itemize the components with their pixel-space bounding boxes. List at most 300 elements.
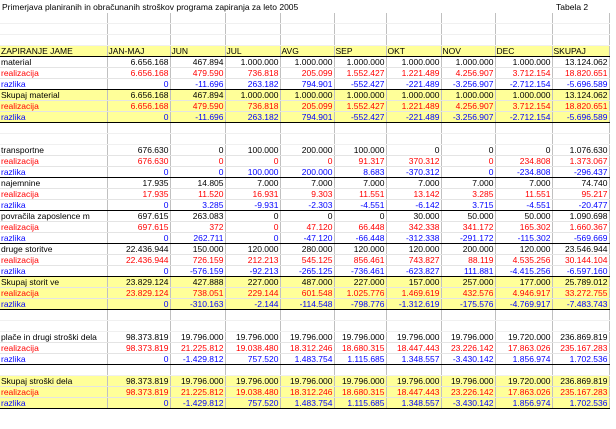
value-cell[interactable]: 0 — [107, 266, 170, 277]
value-cell[interactable] — [441, 321, 495, 332]
value-cell[interactable]: 1.000.000 — [441, 90, 495, 101]
value-cell[interactable]: 757.520 — [225, 354, 280, 365]
row-label-cell[interactable] — [0, 310, 107, 321]
value-cell[interactable]: 1.000.000 — [225, 57, 280, 68]
value-cell[interactable]: 95.217 — [552, 189, 609, 200]
row-label-cell[interactable]: transportne — [0, 145, 107, 156]
value-cell[interactable]: 13.124.062 — [552, 57, 609, 68]
value-cell[interactable]: SKUPAJ — [552, 46, 609, 57]
value-cell[interactable]: 487.000 — [280, 277, 334, 288]
value-cell[interactable]: 19.796.000 — [170, 332, 225, 343]
value-cell[interactable]: -114.548 — [280, 299, 334, 310]
value-cell[interactable]: 0 — [107, 299, 170, 310]
value-cell[interactable]: 432.576 — [441, 288, 495, 299]
value-cell[interactable]: 157.000 — [386, 277, 441, 288]
value-cell[interactable]: -736.461 — [334, 266, 386, 277]
value-cell[interactable] — [441, 134, 495, 145]
row-label-cell[interactable]: Skupaj stroški dela — [0, 376, 107, 387]
row-label-cell[interactable]: realizacija — [0, 222, 107, 233]
value-cell[interactable] — [107, 321, 170, 332]
value-cell[interactable]: 18.312.246 — [280, 343, 334, 354]
value-cell[interactable] — [107, 24, 170, 35]
value-cell[interactable]: 22.436.944 — [107, 244, 170, 255]
value-cell[interactable] — [441, 13, 495, 24]
value-cell[interactable]: 743.827 — [386, 255, 441, 266]
value-cell[interactable]: 30.144.104 — [552, 255, 609, 266]
value-cell[interactable]: 1.000.000 — [280, 90, 334, 101]
value-cell[interactable]: 23.829.124 — [107, 277, 170, 288]
row-label-cell[interactable]: razlika — [0, 354, 107, 365]
value-cell[interactable]: 370.312 — [386, 156, 441, 167]
value-cell[interactable]: 165.302 — [495, 222, 552, 233]
value-cell[interactable]: -370.312 — [386, 167, 441, 178]
value-cell[interactable]: -9.931 — [225, 200, 280, 211]
value-cell[interactable]: -296.437 — [552, 167, 609, 178]
value-cell[interactable] — [170, 134, 225, 145]
value-cell[interactable]: 18.447.443 — [386, 387, 441, 398]
value-cell[interactable]: 1.000.000 — [386, 57, 441, 68]
value-cell[interactable]: 47.120 — [280, 222, 334, 233]
value-cell[interactable]: 1.221.489 — [386, 68, 441, 79]
value-cell[interactable]: 1.115.685 — [334, 354, 386, 365]
value-cell[interactable] — [107, 310, 170, 321]
value-cell[interactable]: 0 — [280, 156, 334, 167]
value-cell[interactable]: 0 — [170, 167, 225, 178]
value-cell[interactable]: 111.881 — [441, 266, 495, 277]
value-cell[interactable]: -623.827 — [386, 266, 441, 277]
value-cell[interactable] — [495, 35, 552, 46]
value-cell[interactable]: 14.805 — [170, 178, 225, 189]
value-cell[interactable]: 427.888 — [170, 277, 225, 288]
value-cell[interactable]: 341.172 — [441, 222, 495, 233]
value-cell[interactable]: 263.083 — [170, 211, 225, 222]
value-cell[interactable]: 13.142 — [386, 189, 441, 200]
value-cell[interactable]: 200.000 — [280, 145, 334, 156]
value-cell[interactable]: 227.000 — [225, 277, 280, 288]
value-cell[interactable]: 19.796.000 — [225, 332, 280, 343]
value-cell[interactable] — [280, 134, 334, 145]
value-cell[interactable]: -5.696.589 — [552, 79, 609, 90]
value-cell[interactable]: 18.447.443 — [386, 343, 441, 354]
value-cell[interactable]: 479.590 — [170, 68, 225, 79]
value-cell[interactable]: 3.712.154 — [495, 68, 552, 79]
value-cell[interactable]: -221.489 — [386, 112, 441, 123]
value-cell[interactable]: 467.894 — [170, 90, 225, 101]
value-cell[interactable]: 18.680.315 — [334, 343, 386, 354]
value-cell[interactable]: 6.656.168 — [107, 68, 170, 79]
value-cell[interactable]: 200.000 — [280, 167, 334, 178]
value-cell[interactable]: 50.000 — [441, 211, 495, 222]
value-cell[interactable] — [170, 321, 225, 332]
value-cell[interactable]: 1.856.974 — [495, 398, 552, 409]
value-cell[interactable] — [495, 123, 552, 134]
value-cell[interactable]: 23.226.142 — [441, 387, 495, 398]
value-cell[interactable]: 794.901 — [280, 79, 334, 90]
row-label-cell[interactable]: realizacija — [0, 288, 107, 299]
value-cell[interactable]: 0 — [107, 112, 170, 123]
value-cell[interactable] — [334, 13, 386, 24]
value-cell[interactable] — [280, 365, 334, 376]
value-cell[interactable]: -221.489 — [386, 79, 441, 90]
value-cell[interactable]: -4.769.917 — [495, 299, 552, 310]
value-cell[interactable] — [386, 321, 441, 332]
value-cell[interactable]: 19.720.000 — [495, 376, 552, 387]
row-label-cell[interactable] — [0, 321, 107, 332]
value-cell[interactable]: 1.000.000 — [386, 90, 441, 101]
value-cell[interactable]: -3.256.907 — [441, 79, 495, 90]
value-cell[interactable] — [225, 134, 280, 145]
value-cell[interactable] — [441, 365, 495, 376]
value-cell[interactable] — [334, 310, 386, 321]
row-label-cell[interactable]: Skupaj material — [0, 90, 107, 101]
value-cell[interactable] — [334, 123, 386, 134]
value-cell[interactable]: 0 — [225, 233, 280, 244]
value-cell[interactable]: 19.796.000 — [280, 332, 334, 343]
value-cell[interactable] — [170, 13, 225, 24]
value-cell[interactable]: 342.338 — [386, 222, 441, 233]
value-cell[interactable] — [386, 310, 441, 321]
row-label-cell[interactable]: razlika — [0, 299, 107, 310]
value-cell[interactable] — [552, 35, 609, 46]
value-cell[interactable]: 212.213 — [225, 255, 280, 266]
value-cell[interactable]: 1.702.536 — [552, 354, 609, 365]
value-cell[interactable]: -291.172 — [441, 233, 495, 244]
value-cell[interactable]: 0 — [107, 167, 170, 178]
value-cell[interactable]: 17.863.026 — [495, 343, 552, 354]
row-label-cell[interactable]: razlika — [0, 112, 107, 123]
value-cell[interactable]: 1.000.000 — [441, 57, 495, 68]
value-cell[interactable] — [441, 24, 495, 35]
value-cell[interactable]: 19.796.000 — [441, 332, 495, 343]
value-cell[interactable] — [280, 123, 334, 134]
value-cell[interactable]: 1.000.000 — [495, 57, 552, 68]
value-cell[interactable]: 25.789.012 — [552, 277, 609, 288]
value-cell[interactable]: 372 — [170, 222, 225, 233]
value-cell[interactable]: -552.427 — [334, 112, 386, 123]
value-cell[interactable]: 1.483.754 — [280, 354, 334, 365]
value-cell[interactable]: 205.099 — [280, 68, 334, 79]
value-cell[interactable]: 1.090.698 — [552, 211, 609, 222]
value-cell[interactable]: 7.000 — [441, 178, 495, 189]
row-label-cell[interactable]: plače in drugi stroški dela — [0, 332, 107, 343]
value-cell[interactable] — [552, 24, 609, 35]
value-cell[interactable]: 21.225.812 — [170, 387, 225, 398]
value-cell[interactable]: -11.696 — [170, 112, 225, 123]
value-cell[interactable] — [225, 13, 280, 24]
value-cell[interactable]: -3.256.907 — [441, 112, 495, 123]
row-label-cell[interactable]: najemnine — [0, 178, 107, 189]
value-cell[interactable] — [280, 35, 334, 46]
value-cell[interactable] — [386, 134, 441, 145]
value-cell[interactable]: -92.213 — [225, 266, 280, 277]
value-cell[interactable]: JUL — [225, 46, 280, 57]
value-cell[interactable]: 0 — [107, 398, 170, 409]
value-cell[interactable]: 19.720.000 — [495, 332, 552, 343]
value-cell[interactable] — [225, 365, 280, 376]
value-cell[interactable] — [280, 321, 334, 332]
value-cell[interactable] — [107, 365, 170, 376]
value-cell[interactable]: 18.312.246 — [280, 387, 334, 398]
value-cell[interactable] — [334, 365, 386, 376]
value-cell[interactable]: -798.776 — [334, 299, 386, 310]
value-cell[interactable]: -2.144 — [225, 299, 280, 310]
value-cell[interactable]: 88.119 — [441, 255, 495, 266]
value-cell[interactable]: 1.221.489 — [386, 101, 441, 112]
value-cell[interactable]: 1.856.974 — [495, 354, 552, 365]
value-cell[interactable]: 120.000 — [386, 244, 441, 255]
value-cell[interactable] — [280, 310, 334, 321]
value-cell[interactable]: 1.660.367 — [552, 222, 609, 233]
value-cell[interactable] — [170, 310, 225, 321]
row-label-cell[interactable]: razlika — [0, 266, 107, 277]
value-cell[interactable] — [334, 321, 386, 332]
value-cell[interactable]: 1.373.067 — [552, 156, 609, 167]
value-cell[interactable]: -234.808 — [495, 167, 552, 178]
value-cell[interactable] — [495, 134, 552, 145]
value-cell[interactable]: 1.000.000 — [334, 90, 386, 101]
row-label-cell[interactable]: razlika — [0, 200, 107, 211]
row-label-cell[interactable]: ZAPIRANJE JAME — [0, 46, 107, 57]
value-cell[interactable]: 120.000 — [225, 244, 280, 255]
value-cell[interactable]: 0 — [107, 233, 170, 244]
value-cell[interactable]: -576.159 — [170, 266, 225, 277]
value-cell[interactable] — [495, 321, 552, 332]
value-cell[interactable]: 1.469.619 — [386, 288, 441, 299]
value-cell[interactable]: -6.597.160 — [552, 266, 609, 277]
value-cell[interactable]: 19.796.000 — [280, 376, 334, 387]
value-cell[interactable]: 6.656.168 — [107, 101, 170, 112]
value-cell[interactable]: -265.125 — [280, 266, 334, 277]
value-cell[interactable]: -552.427 — [334, 79, 386, 90]
value-cell[interactable]: 18.820.651 — [552, 68, 609, 79]
value-cell[interactable]: 120.000 — [334, 244, 386, 255]
value-cell[interactable]: 736.818 — [225, 101, 280, 112]
value-cell[interactable]: 205.099 — [280, 101, 334, 112]
value-cell[interactable]: -2.303 — [280, 200, 334, 211]
value-cell[interactable]: 98.373.819 — [107, 332, 170, 343]
row-label-cell[interactable]: razlika — [0, 233, 107, 244]
value-cell[interactable]: 91.317 — [334, 156, 386, 167]
value-cell[interactable] — [170, 35, 225, 46]
value-cell[interactable]: 120.000 — [495, 244, 552, 255]
value-cell[interactable]: 0 — [441, 167, 495, 178]
value-cell[interactable] — [495, 13, 552, 24]
value-cell[interactable] — [441, 310, 495, 321]
value-cell[interactable]: 4.535.256 — [495, 255, 552, 266]
value-cell[interactable]: -4.415.256 — [495, 266, 552, 277]
value-cell[interactable]: 0 — [107, 354, 170, 365]
value-cell[interactable]: 23.546.944 — [552, 244, 609, 255]
value-cell[interactable]: 0 — [225, 156, 280, 167]
value-cell[interactable]: 1.000.000 — [334, 57, 386, 68]
value-cell[interactable]: 7.000 — [495, 178, 552, 189]
value-cell[interactable]: 263.182 — [225, 112, 280, 123]
value-cell[interactable]: 13.124.062 — [552, 90, 609, 101]
value-cell[interactable]: 227.000 — [334, 277, 386, 288]
value-cell[interactable] — [552, 365, 609, 376]
value-cell[interactable]: 7.000 — [386, 178, 441, 189]
row-label-cell[interactable]: realizacija — [0, 387, 107, 398]
value-cell[interactable]: 1.025.776 — [334, 288, 386, 299]
row-label-cell[interactable]: realizacija — [0, 101, 107, 112]
row-label-cell[interactable]: druge storitve — [0, 244, 107, 255]
value-cell[interactable] — [386, 123, 441, 134]
value-cell[interactable]: 0 — [441, 156, 495, 167]
value-cell[interactable]: 676.630 — [107, 156, 170, 167]
value-cell[interactable]: 1.348.557 — [386, 354, 441, 365]
value-cell[interactable]: 19.038.480 — [225, 343, 280, 354]
value-cell[interactable]: 757.520 — [225, 398, 280, 409]
value-cell[interactable] — [334, 134, 386, 145]
value-cell[interactable]: 0 — [334, 211, 386, 222]
value-cell[interactable]: 794.901 — [280, 112, 334, 123]
value-cell[interactable]: JUN — [170, 46, 225, 57]
value-cell[interactable] — [441, 35, 495, 46]
value-cell[interactable]: -3.430.142 — [441, 398, 495, 409]
value-cell[interactable]: 17.935 — [107, 178, 170, 189]
value-cell[interactable] — [170, 123, 225, 134]
value-cell[interactable]: 100.000 — [334, 145, 386, 156]
value-cell[interactable]: 18.680.315 — [334, 387, 386, 398]
row-label-cell[interactable]: Skupaj storit ve — [0, 277, 107, 288]
value-cell[interactable]: 235.167.283 — [552, 387, 609, 398]
value-cell[interactable]: 6.656.168 — [107, 57, 170, 68]
value-cell[interactable]: 23.226.142 — [441, 343, 495, 354]
value-cell[interactable]: -1.429.812 — [170, 398, 225, 409]
value-cell[interactable]: 0 — [441, 145, 495, 156]
row-label-cell[interactable]: razlika — [0, 398, 107, 409]
value-cell[interactable]: 0 — [386, 145, 441, 156]
value-cell[interactable] — [107, 13, 170, 24]
row-label-cell[interactable]: razlika — [0, 167, 107, 178]
value-cell[interactable] — [334, 24, 386, 35]
value-cell[interactable] — [107, 35, 170, 46]
row-label-cell[interactable] — [0, 134, 107, 145]
value-cell[interactable]: 263.182 — [225, 79, 280, 90]
value-cell[interactable] — [552, 310, 609, 321]
value-cell[interactable]: 7.000 — [280, 178, 334, 189]
value-cell[interactable]: 1.076.630 — [552, 145, 609, 156]
row-label-cell[interactable] — [0, 35, 107, 46]
value-cell[interactable]: 257.000 — [441, 277, 495, 288]
value-cell[interactable]: 33.272.755 — [552, 288, 609, 299]
row-label-cell[interactable]: realizacija — [0, 343, 107, 354]
value-cell[interactable]: 11.520 — [170, 189, 225, 200]
value-cell[interactable]: -2.712.154 — [495, 112, 552, 123]
value-cell[interactable]: 0 — [495, 145, 552, 156]
value-cell[interactable] — [552, 134, 609, 145]
row-label-cell[interactable] — [0, 24, 107, 35]
value-cell[interactable]: 8.683 — [334, 167, 386, 178]
value-cell[interactable] — [334, 35, 386, 46]
value-cell[interactable] — [225, 24, 280, 35]
value-cell[interactable]: 0 — [170, 145, 225, 156]
value-cell[interactable]: -1.429.812 — [170, 354, 225, 365]
value-cell[interactable]: 0 — [225, 211, 280, 222]
value-cell[interactable]: 234.808 — [495, 156, 552, 167]
value-cell[interactable]: 74.740 — [552, 178, 609, 189]
row-label-cell[interactable]: realizacija — [0, 68, 107, 79]
value-cell[interactable]: 0 — [107, 79, 170, 90]
value-cell[interactable]: JAN-MAJ — [107, 46, 170, 57]
value-cell[interactable]: 11.551 — [495, 189, 552, 200]
value-cell[interactable]: 23.829.124 — [107, 288, 170, 299]
value-cell[interactable]: 19.796.000 — [170, 376, 225, 387]
value-cell[interactable]: -5.696.589 — [552, 112, 609, 123]
value-cell[interactable]: 18.820.651 — [552, 101, 609, 112]
value-cell[interactable]: 236.869.819 — [552, 376, 609, 387]
value-cell[interactable]: 19.796.000 — [386, 376, 441, 387]
value-cell[interactable]: 280.000 — [280, 244, 334, 255]
value-cell[interactable] — [552, 123, 609, 134]
row-label-cell[interactable]: razlika — [0, 79, 107, 90]
value-cell[interactable]: -175.576 — [441, 299, 495, 310]
value-cell[interactable]: 3.285 — [170, 200, 225, 211]
value-cell[interactable] — [170, 365, 225, 376]
value-cell[interactable]: 100.000 — [225, 167, 280, 178]
value-cell[interactable]: 19.038.480 — [225, 387, 280, 398]
value-cell[interactable]: 1.348.557 — [386, 398, 441, 409]
value-cell[interactable]: 235.167.283 — [552, 343, 609, 354]
value-cell[interactable]: 738.051 — [170, 288, 225, 299]
value-cell[interactable]: 479.590 — [170, 101, 225, 112]
value-cell[interactable]: 1.702.536 — [552, 398, 609, 409]
value-cell[interactable]: 1.000.000 — [495, 90, 552, 101]
value-cell[interactable]: 30.000 — [386, 211, 441, 222]
value-cell[interactable]: 726.159 — [170, 255, 225, 266]
value-cell[interactable]: 4.256.907 — [441, 68, 495, 79]
row-label-cell[interactable]: povračila zaposlence m — [0, 211, 107, 222]
value-cell[interactable] — [280, 24, 334, 35]
value-cell[interactable]: -3.430.142 — [441, 354, 495, 365]
value-cell[interactable]: 7.000 — [225, 178, 280, 189]
value-cell[interactable]: -4.551 — [495, 200, 552, 211]
value-cell[interactable]: 0 — [107, 200, 170, 211]
value-cell[interactable]: 98.373.819 — [107, 343, 170, 354]
value-cell[interactable] — [225, 310, 280, 321]
value-cell[interactable]: 0 — [225, 222, 280, 233]
value-cell[interactable]: 19.796.000 — [334, 376, 386, 387]
row-label-cell[interactable] — [0, 123, 107, 134]
row-label-cell[interactable]: realizacija — [0, 189, 107, 200]
value-cell[interactable] — [386, 365, 441, 376]
value-cell[interactable]: 3.715 — [441, 200, 495, 211]
value-cell[interactable]: 177.000 — [495, 277, 552, 288]
value-cell[interactable]: 3.712.154 — [495, 101, 552, 112]
value-cell[interactable]: -115.302 — [495, 233, 552, 244]
value-cell[interactable]: -310.163 — [170, 299, 225, 310]
value-cell[interactable]: 545.125 — [280, 255, 334, 266]
value-cell[interactable]: 736.818 — [225, 68, 280, 79]
value-cell[interactable]: -4.551 — [334, 200, 386, 211]
value-cell[interactable] — [107, 123, 170, 134]
value-cell[interactable]: OKT — [386, 46, 441, 57]
value-cell[interactable]: 697.615 — [107, 222, 170, 233]
value-cell[interactable]: 1.000.000 — [280, 57, 334, 68]
value-cell[interactable]: -569.669 — [552, 233, 609, 244]
value-cell[interactable]: 1.483.754 — [280, 398, 334, 409]
value-cell[interactable]: -11.696 — [170, 79, 225, 90]
value-cell[interactable]: 7.000 — [334, 178, 386, 189]
value-cell[interactable] — [495, 24, 552, 35]
value-cell[interactable] — [386, 13, 441, 24]
value-cell[interactable]: NOV — [441, 46, 495, 57]
value-cell[interactable] — [225, 321, 280, 332]
value-cell[interactable]: -2.712.154 — [495, 79, 552, 90]
value-cell[interactable]: 98.373.819 — [107, 387, 170, 398]
value-cell[interactable]: 17.863.026 — [495, 387, 552, 398]
value-cell[interactable]: 676.630 — [107, 145, 170, 156]
